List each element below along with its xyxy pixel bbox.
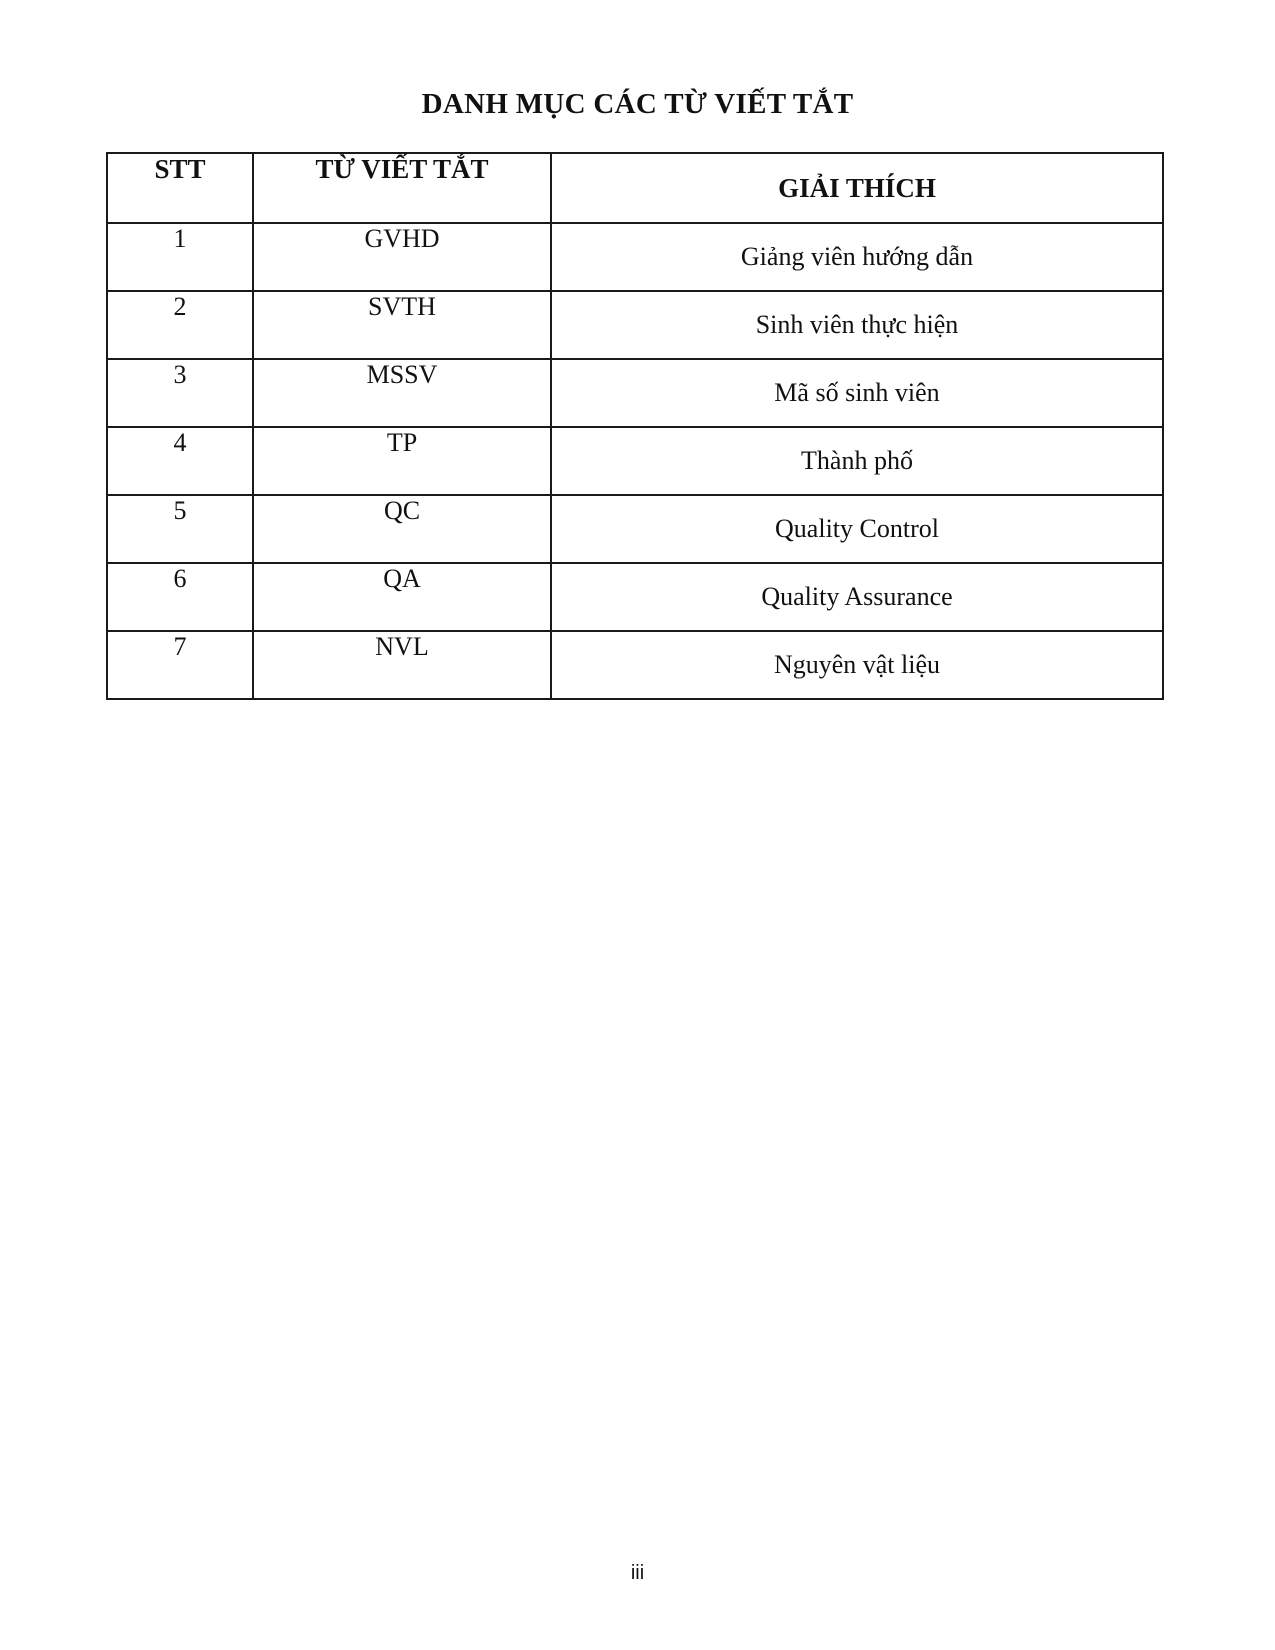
header-explanation: GIẢI THÍCH	[551, 153, 1163, 223]
cell-stt: 5	[107, 495, 253, 563]
abbreviations-table	[106, 152, 1164, 700]
header-stt: STT	[107, 153, 253, 223]
table-header-row	[107, 153, 1163, 223]
cell-explanation: Sinh viên thực hiện	[551, 291, 1163, 359]
page-title: DANH MỤC CÁC TỪ VIẾT TẮT	[421, 88, 854, 120]
table-row	[107, 427, 1163, 495]
cell-stt: 6	[107, 563, 253, 631]
page-number: iii	[630, 1562, 645, 1584]
cell-explanation: Quality Assurance	[551, 563, 1163, 631]
cell-explanation: Giảng viên hướng dẫn	[551, 223, 1163, 291]
cell-stt: 1	[107, 223, 253, 291]
cell-abbreviation: TP	[253, 427, 551, 495]
table-row	[107, 495, 1163, 563]
table-row	[107, 631, 1163, 699]
cell-explanation: Quality Control	[551, 495, 1163, 563]
table-row	[107, 223, 1163, 291]
cell-abbreviation: QC	[253, 495, 551, 563]
cell-stt: 2	[107, 291, 253, 359]
cell-stt: 4	[107, 427, 253, 495]
header-abbreviation: TỪ VIẾT TẮT	[253, 153, 551, 223]
cell-abbreviation: QA	[253, 563, 551, 631]
cell-abbreviation: NVL	[253, 631, 551, 699]
cell-stt: 7	[107, 631, 253, 699]
cell-explanation: Mã số sinh viên	[551, 359, 1163, 427]
cell-abbreviation: SVTH	[253, 291, 551, 359]
table-row	[107, 563, 1163, 631]
cell-stt: 3	[107, 359, 253, 427]
cell-explanation: Nguyên vật liệu	[551, 631, 1163, 699]
cell-abbreviation: GVHD	[253, 223, 551, 291]
table-row	[107, 359, 1163, 427]
cell-abbreviation: MSSV	[253, 359, 551, 427]
table-row	[107, 291, 1163, 359]
cell-explanation: Thành phố	[551, 427, 1163, 495]
